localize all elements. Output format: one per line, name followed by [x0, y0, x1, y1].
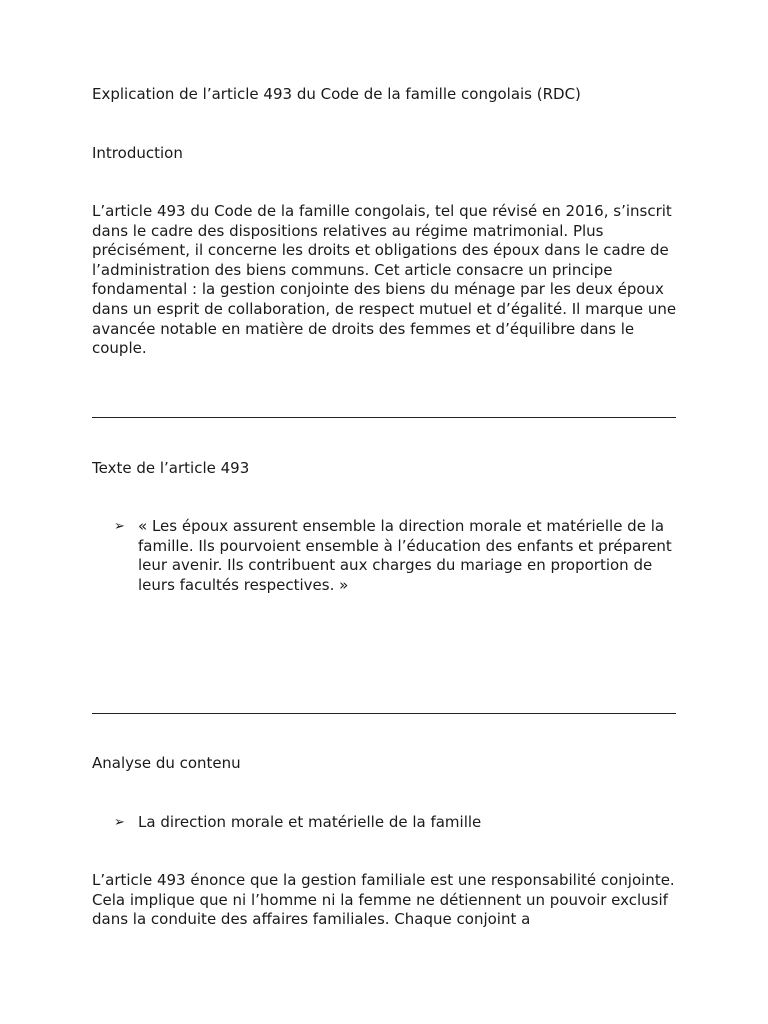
analysis-paragraph: L’article 493 énonce que la gestion familiale est une responsabilité conjointe. Cela implique que ni l’homme ni la femme ne détiennent un pouvoir exclusif dans la conduite des affaires familiales. Chaque conjoint a: [92, 871, 675, 929]
arrow-bullet-icon: ➢: [114, 519, 125, 534]
analysis-bullet-item: [114, 813, 674, 833]
article-text-heading: Texte de l’article 493: [92, 459, 250, 477]
arrow-bullet-icon: ➢: [114, 815, 125, 830]
document-title: Explication de l’article 493 du Code de la famille congolais (RDC): [92, 85, 581, 103]
section-divider: [92, 713, 676, 714]
section-divider: [92, 417, 676, 418]
analysis-heading: Analyse du contenu: [92, 754, 241, 772]
intro-heading: Introduction: [92, 144, 183, 162]
article-quote-text: « Les époux assurent ensemble la direction morale et matérielle de la famille. Ils pourvoient ensemble à l’éducation des enfants et préparent leur avenir. Ils contribuent aux charges du mariage en proportion de leurs facultés respectives. »: [138, 517, 672, 594]
analysis-bullet-text: La direction morale et matérielle de la famille: [138, 813, 482, 831]
article-quote-item: [114, 517, 674, 597]
intro-paragraph: L’article 493 du Code de la famille congolais, tel que révisé en 2016, s’inscrit dans le cadre des dispositions relatives au régime matrimonial. Plus précisément, il concerne les droits et obligations des époux dans le cadre de l’administration des biens communs. Cet article consacre un principe fondamental : la gestion conjointe des biens du ménage par les deux époux dans un esprit de collaboration, de respect mutuel et d’égalité. Il marque une avancée notable en matière de droits des femmes et d’équilibre dans le couple.: [92, 202, 677, 358]
